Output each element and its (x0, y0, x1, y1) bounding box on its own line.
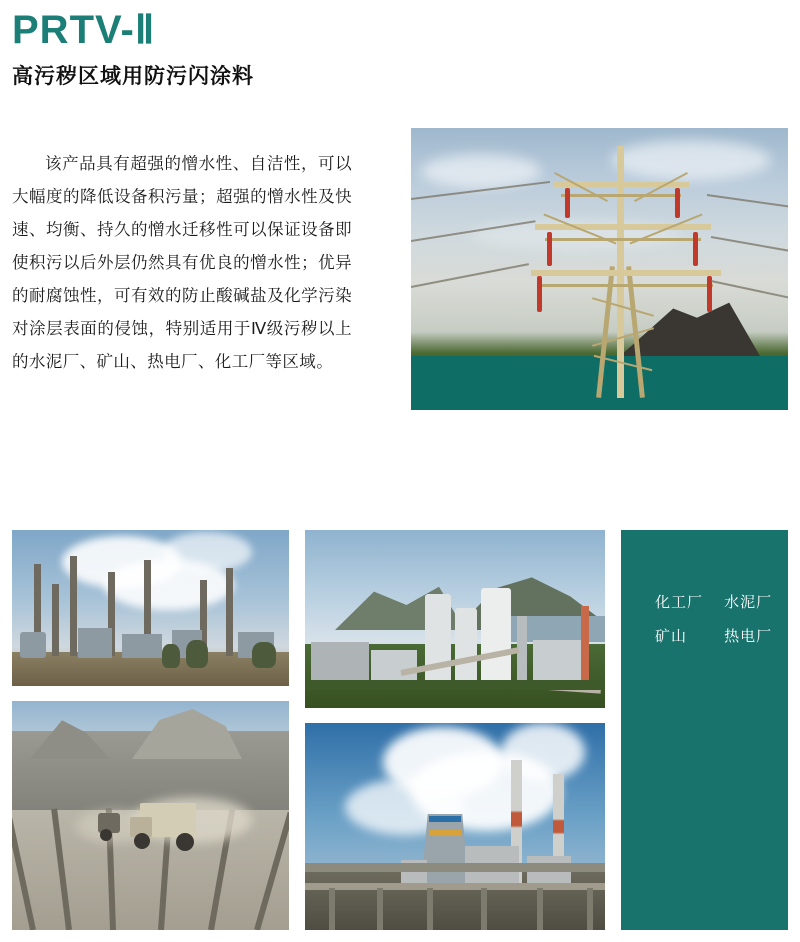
insulator-string (537, 276, 542, 312)
cloud-shape (421, 154, 541, 188)
product-description: 该产品具有超强的憎水性、自洁性，可以大幅度的降低设备积污量；超强的憎水性及快速、均衡、持久的憎水迁移性可以保证设备即使积污以后外层仍然具有优良的憎水性；优异的耐腐蚀性，可有效的防止酸碱盐及化学污染对涂层表面的侵蚀，特别适用于Ⅳ级污秽以上的水泥厂、矿山、热电厂、化工厂等区域。 (12, 155, 352, 371)
insulator-string (693, 232, 698, 266)
page-subtitle: 高污秽区域用防污闪涂料 (12, 65, 254, 88)
page-title: PRTV-Ⅱ (12, 8, 156, 52)
photo-power-plant (305, 723, 605, 930)
photo-transmission-tower (411, 128, 788, 410)
photo-mine (12, 701, 289, 930)
photo-cement-plant (305, 530, 605, 708)
application-row: 矿山 热电厂 (655, 627, 773, 645)
cooling-tower (421, 814, 469, 886)
insulator-string (547, 232, 552, 266)
photo-gallery (12, 530, 788, 930)
application-areas-list (655, 586, 772, 654)
insulator-string (675, 188, 680, 218)
page-header (12, 10, 788, 90)
pylon-structure (531, 146, 721, 396)
insulator-string (565, 188, 570, 218)
application-areas-panel (621, 530, 788, 930)
application-row: 化工厂 水泥厂 (655, 594, 773, 611)
photo-chemical-plant (12, 530, 289, 686)
